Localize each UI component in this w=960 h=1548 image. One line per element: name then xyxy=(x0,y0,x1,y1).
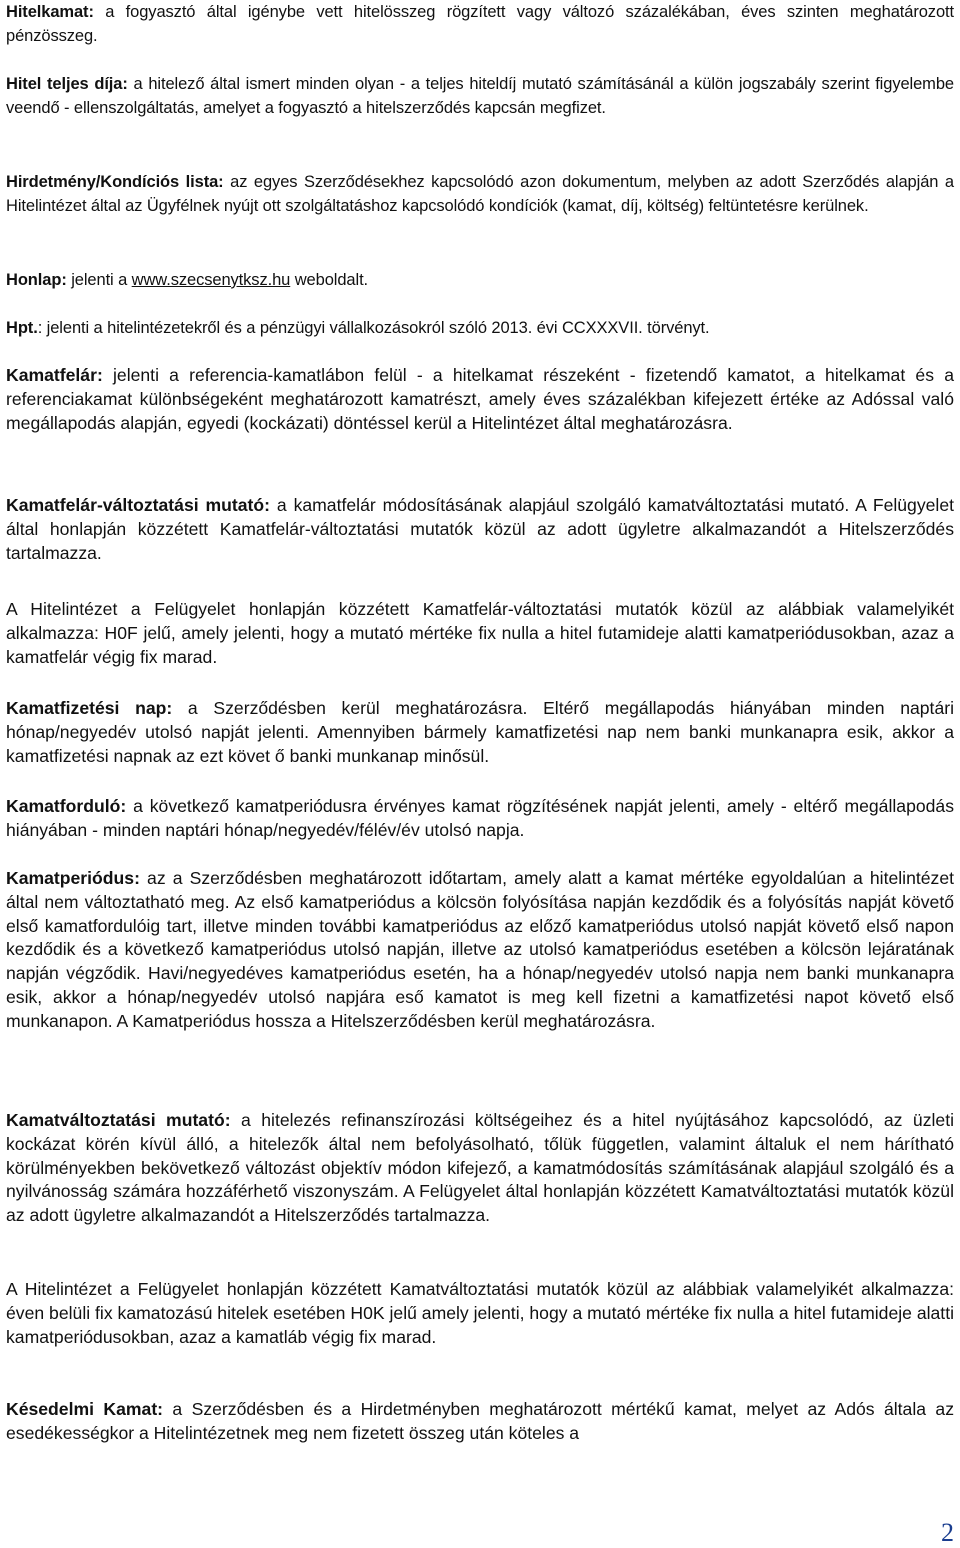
term-label: Kamatperiódus: xyxy=(6,868,140,888)
term-label: Kamatforduló: xyxy=(6,796,127,816)
paragraph-kamatvaltoztatasi-mutato-alkalmazas xyxy=(6,1278,954,1349)
definition-honlap xyxy=(6,268,954,292)
definition-hitel-teljes-dija xyxy=(6,72,954,120)
term-label: Hpt. xyxy=(6,319,38,337)
definition-hitelkamat xyxy=(6,0,954,48)
term-label: Honlap: xyxy=(6,271,67,289)
definition-text: a következő kamatperiódusra érvényes kamat rögzítésének napját jelenti, amely - eltérő megállapodás hiányában - minden naptári hónap/negyedév/félév/év utolsó napja. xyxy=(6,796,954,840)
definition-text: weboldalt. xyxy=(290,271,369,289)
term-label: Hitelkamat: xyxy=(6,3,94,21)
definition-text: jelenti a referencia-kamatlábon felül - a hitelkamat részeként - fizetendő kamatot, a hitelkamat és a referenciakamat különbségeként meghatározott kamatrészt, amely éves százalékban kifejezett értéke az Adóssal való megállapodás alapján, egyedi (kockázati) döntéssel kerül a Hitelintézet által meghatározásra. xyxy=(6,365,954,433)
definition-kamatvaltoztatasi-mutato xyxy=(6,1109,954,1228)
definition-hpt xyxy=(6,316,954,340)
page-number: 2 xyxy=(941,1518,954,1547)
term-label: Kamatváltoztatási mutató: xyxy=(6,1110,231,1130)
definition-text: az egyes Szerződésekhez kapcsolódó azon dokumentum, melyben az adott Szerződés alapján a Hitelintézet által az Ügyfélnek nyújt ott szolgáltatáshoz kapcsolódó kondíciók (kamat, díj, költség) feltüntetésre kerülnek. xyxy=(6,173,954,215)
term-label: Hitel teljes díja: xyxy=(6,75,128,93)
definition-kamatperiodus xyxy=(6,867,954,1034)
website-link[interactable]: www.szecsenytksz.hu xyxy=(131,271,291,289)
definition-text: a hitelező által ismert minden olyan - a teljes hiteldíj mutató számításánál a külön jogszabály szerint figyelembe veendő - ellenszolgáltatás, amelyet a fogyasztó a hitelszerződés kapcsán megfizet. xyxy=(6,75,954,117)
term-label: Kamatfelár-változtatási mutató: xyxy=(6,495,271,515)
paragraph-text: A Hitelintézet a Felügyelet honlapján közzétett Kamatváltoztatási mutatók közül az alábbiak valamelyikét alkalmazza: éven belüli fix kamatozású hitelek esetében H0K jelű amely jelenti, hogy a mutató mértéke fix nulla a hitel futamideje alatti kamatperiódusokban, azaz a kamatláb végig fix marad. xyxy=(6,1279,954,1347)
definition-text: a Szerződésben és a Hirdetményben meghatározott mértékű kamat, melyet az Adós általa az esedékességkor a Hitelintézetnek meg nem fizetett összeg után köteles a xyxy=(6,1399,954,1443)
definition-kamatfordulo xyxy=(6,795,954,843)
definition-text: : jelenti a hitelintézetekről és a pénzügyi vállalkozásokról szóló 2013. évi CCXXXVII. törvényt. xyxy=(37,319,710,337)
term-label: Kamatfizetési nap: xyxy=(6,698,173,718)
definition-text: az a Szerződésben meghatározott időtartam, amely alatt a kamat mértéke egyoldalúan a hitelintézet által nem változtatható meg. Az első kamatperiódus a kölcsön folyósítása napján kezdődik és a folyósítás napját követő első kamatfordulóig tart, illetve minden további kamatperiódus az előző kamatperiódus utolsó napját követő első napon kezdődik és a következő kamatperiódus utolsó napján, illetve az utolsó kamatperiódus esetében a kölcsön lejáratának napján végződik. Havi/negyedéves kamatperiódus esetén, ha a hónap/negyedév utolsó napja nem banki munkanapra esik, akkor a hónap/negyedév utolsó napjára eső kamatot is meg kell fizetni a kamatfizetési napot követő első munkanapon. A Kamatperiódus hossza a Hitelszerződésben kerül meghatározásra. xyxy=(6,868,954,1031)
term-label: Késedelmi Kamat: xyxy=(6,1399,164,1419)
paragraph-kamatfelar-mutato-alkalmazas xyxy=(6,598,954,669)
definition-kesedelmi-kamat xyxy=(6,1398,954,1446)
paragraph-text: A Hitelintézet a Felügyelet honlapján közzétett Kamatfelár-változtatási mutatók közül az alábbiak valamelyikét alkalmazza: H0F jelű, amely jelenti, hogy a mutató mértéke fix nulla a hitel futamideje alatti kamatperiódusokban, azaz a kamatfelár végig fix marad. xyxy=(6,599,954,667)
term-label: Kamatfelár: xyxy=(6,365,103,385)
definition-hirdetmeny xyxy=(6,170,954,218)
definition-text: a kamatfelár módosításának alapjául szolgáló kamatváltoztatási mutató. A Felügyelet által honlapján közzétett Kamatfelár-változtatási mutatók közül az adott ügyletre alkalmazandót a Hitelszerződés tartalmazza. xyxy=(6,495,954,563)
definition-text: a hitelezés refinanszírozási költségeihez és a hitel nyújtásához kapcsolódó, az üzleti kockázat körén kívül álló, a hitelezők által nem befolyásolható, tőlük független, valamint általuk el nem hárítható körülményekben bekövetkező változást objektív módon kifejező, a kamatmódosítás számításának alapjául szolgáló és a nyilvánosság számára hozzáférhető viszonyszám. A Felügyelet által honlapján közzétett Kamatváltoztatási mutatók közül az adott ügyletre alkalmazandót a Hitelszerződés tartalmazza. xyxy=(6,1110,954,1226)
definition-kamatfizetesi-nap xyxy=(6,697,954,768)
term-label: Hirdetmény/Kondíciós lista: xyxy=(6,173,224,191)
definition-text: a fogyasztó által igénybe vett hitelösszeg rögzített vagy változó százalékában, éves szinten meghatározott pénzösszeg. xyxy=(6,3,954,45)
definition-text: a Szerződésben kerül meghatározásra. Eltérő megállapodás hiányában minden naptári hónap/negyedév utolsó napját jelenti. Amennyiben bármely kamatfizetési nap nem banki munkanapra esik, akkor a kamatfizetési napnak az ezt követ ő banki munkanap minősül. xyxy=(6,698,954,766)
definition-kamatfelar xyxy=(6,364,954,435)
definition-kamatfelar-valtoztatasi-mutato xyxy=(6,494,954,565)
definition-text: jelenti a xyxy=(66,271,132,289)
